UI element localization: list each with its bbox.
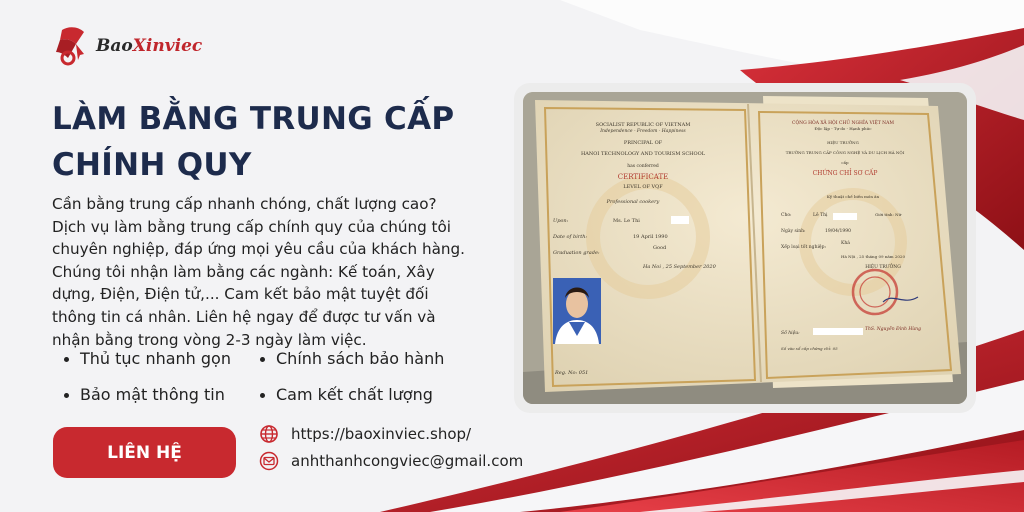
description-text: Cần bằng trung cấp nhanh chóng, chất lượng cao? Dịch vụ làm bằng trung cấp chính quy của chúng tôi chuyên nghiệp, đáp ứng mọi yêu cầu của khách hàng. Chúng tôi nhận làm bằng các ngành: Kế toán, Xây dựng, Điện, Điện tử,... Cam kết bảo mật tuyệt đối thông tin cá nhân. Liên hệ ngay để được tư vấn và nhận bằng trong vòng 2-3 ngày làm việc. xyxy=(52,195,465,349)
cert-left-date: Ha Noi , 25 September 2020 xyxy=(643,264,716,270)
brand-name: BaoXinviec xyxy=(96,36,203,56)
scroll-ribbon-icon xyxy=(54,24,92,68)
certificate-photo xyxy=(523,92,967,404)
cert-left-dob-value: 19 April 1990 xyxy=(633,234,668,240)
cert-right-dob-label: Ngày sinh: xyxy=(781,229,806,234)
cert-left-school: HANOI TECHNOLOGY AND TOURISM SCHOOL xyxy=(580,151,706,157)
redaction-box xyxy=(833,213,857,220)
redaction-box xyxy=(671,216,689,224)
cert-left-upon-label: Upon: xyxy=(553,218,569,224)
cert-right-grade-label: Xếp loại tốt nghiệp: xyxy=(781,245,826,250)
cert-right-dob-value: 19/04/1990 xyxy=(825,229,851,234)
website-link[interactable]: https://baoxinviec.shop/ xyxy=(291,425,472,443)
cert-right-cho-value: Lê Thị xyxy=(813,213,828,218)
bullet-icon xyxy=(64,393,69,398)
website-contact xyxy=(259,424,471,444)
cert-right-cho-label: Cho: xyxy=(781,213,792,218)
brand-logo[interactable] xyxy=(54,24,202,68)
cert-left-conferred: has conferred xyxy=(627,164,659,169)
cert-right-signer-title: HIỆU TRƯỞNG xyxy=(865,265,901,270)
feature-list xyxy=(64,348,484,406)
feature-item: Bảo mật thông tin xyxy=(64,384,260,406)
title-line-2: CHÍNH QUY xyxy=(52,147,252,183)
cert-left-reg-no: Reg. No: 051 xyxy=(555,370,589,376)
cert-left-title: CERTIFICATE xyxy=(617,173,669,181)
cert-right-cap: cấp xyxy=(841,160,849,165)
cert-right-sovao-label: Số vào sổ cấp chứng chỉ: 05 xyxy=(781,346,838,351)
cert-left-grade-value: Good xyxy=(653,245,667,251)
cert-right-signature: ThS. Nguyễn Đình Hùng xyxy=(865,327,921,332)
cert-left-principal: PRINCIPAL OF xyxy=(623,140,663,146)
cert-right-title-small: HIỆU TRƯỞNG xyxy=(827,140,859,145)
cert-left-upon-value: Ms. Le Thi xyxy=(613,218,640,224)
envelope-icon xyxy=(259,451,279,471)
cert-right-gender: Giới tính: Nữ xyxy=(875,212,902,217)
bullet-icon xyxy=(260,357,265,362)
cert-right-school: TRƯỜNG TRUNG CẤP CÔNG NGHỆ VÀ DU LỊCH HÀ NỘI xyxy=(785,150,905,155)
cert-right-title: CHỨNG CHỈ SƠ CẤP xyxy=(812,170,878,177)
cert-left-major: Professional cookery xyxy=(606,199,660,205)
contact-button[interactable]: LIÊN HỆ xyxy=(53,427,236,478)
email-contact xyxy=(259,451,523,471)
cert-left-header-2: Independence - Freedom - Happiness xyxy=(600,129,686,134)
cert-right-subject: Kỹ thuật chế biến món ăn xyxy=(826,194,880,199)
bullet-icon xyxy=(64,357,69,362)
cert-left-dob-label: Date of birth: xyxy=(553,234,588,240)
cert-left-header-1: SOCIALIST REPUBLIC OF VIETNAM xyxy=(595,122,691,128)
title-line-1: LÀM BẰNG TRUNG CẤP xyxy=(52,101,455,137)
page-title xyxy=(52,96,472,188)
cert-left-level: LEVEL OF VQF xyxy=(623,184,663,190)
feature-item: Thủ tục nhanh gọn xyxy=(64,348,260,370)
cert-left-grade-label: Graduation grade: xyxy=(553,250,600,256)
certificate-image xyxy=(523,92,967,404)
feature-item: Chính sách bảo hành xyxy=(260,348,480,370)
portrait-photo xyxy=(553,278,601,344)
cert-right-grade-value: Khá xyxy=(841,241,850,246)
feature-item: Cam kết chất lượng xyxy=(260,384,480,406)
cert-right-date: Hà Nội , 25 tháng 09 năm 2020 xyxy=(840,254,906,259)
email-link[interactable]: anhthanhcongviec@gmail.com xyxy=(291,452,524,470)
cert-right-sohieu-label: Số hiệu: xyxy=(781,331,800,336)
globe-icon xyxy=(259,424,279,444)
bullet-icon xyxy=(260,393,265,398)
redaction-box xyxy=(813,328,863,335)
certificate-photo-card xyxy=(514,83,976,413)
cert-right-header-1: CỘNG HÒA XÃ HỘI CHỦ NGHĨA VIỆT NAM xyxy=(792,121,894,126)
cert-right-header-2: Độc lập - Tự do - Hạnh phúc xyxy=(814,126,872,131)
